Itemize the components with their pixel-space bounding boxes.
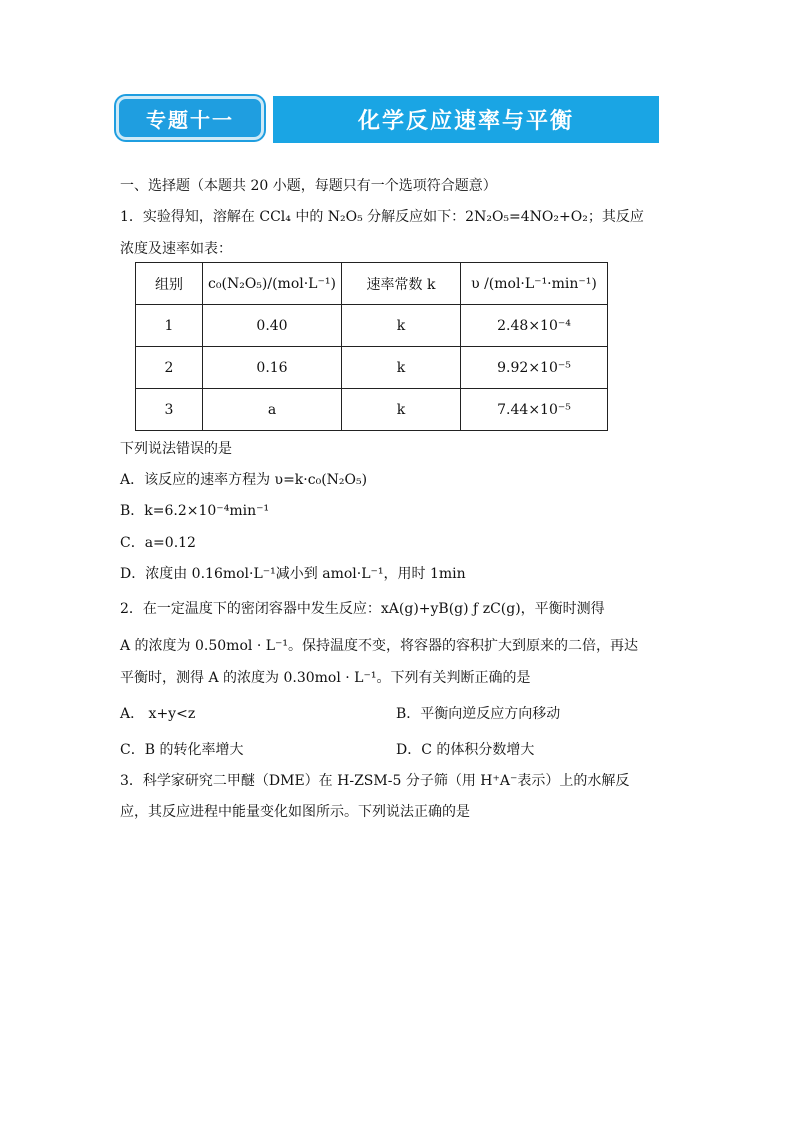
q1-stem-line1: 1．实验得知，溶解在 CCl₄ 中的 N₂O₅ 分解反应如下：2N₂O₅=4NO₂+O₂；其反应: [120, 209, 644, 225]
q2-stem-line2: A 的浓度为 0.50mol · L⁻¹。保持温度不变，将容器的容积扩大到原来的二倍，再达: [120, 638, 639, 654]
q2-stem-line3: 平衡时，测得 A 的浓度为 0.30mol · L⁻¹。下列有关判断正确的是: [120, 670, 531, 686]
q2-option-a[interactable]: A． x+y<z: [120, 706, 196, 722]
table-header-cell: υ /(mol·L⁻¹·min⁻¹): [461, 263, 608, 305]
table-header-cell: 组别: [136, 263, 203, 305]
table-cell: 2: [136, 347, 203, 389]
table-cell: k: [342, 347, 461, 389]
table-row: [136, 347, 608, 389]
q1-stem-line2: 浓度及速率如表：: [120, 241, 232, 257]
table-cell: a: [203, 389, 342, 431]
section-heading: 一、选择题（本题共 20 小题，每题只有一个选项符合题意）: [120, 178, 497, 194]
q1-option-b[interactable]: B．k=6.2×10⁻⁴min⁻¹: [120, 503, 270, 519]
q2-option-d[interactable]: D．C 的体积分数增大: [396, 742, 535, 758]
topic-tag: 专题十一: [116, 96, 264, 140]
table-cell: 2.48×10⁻⁴: [461, 305, 608, 347]
q1-option-a[interactable]: A．该反应的速率方程为 υ=k·c₀(N₂O₅): [120, 472, 368, 488]
q1-option-c[interactable]: C．a=0.12: [120, 535, 196, 551]
table-cell: k: [342, 389, 461, 431]
table-cell: 0.16: [203, 347, 342, 389]
table-row: [136, 305, 608, 347]
table-cell: 3: [136, 389, 203, 431]
table-cell: 0.40: [203, 305, 342, 347]
q1-prompt: 下列说法错误的是: [120, 441, 232, 457]
q3-stem-line1: 3．科学家研究二甲醚（DME）在 H-ZSM-5 分子筛（用 H⁺A⁻表示）上的水解反: [120, 773, 630, 789]
table-cell: 1: [136, 305, 203, 347]
q1-option-d[interactable]: D．浓度由 0.16mol·L⁻¹减小到 amol·L⁻¹，用时 1min: [120, 566, 466, 582]
table-cell: 9.92×10⁻⁵: [461, 347, 608, 389]
q2-options-row1: [120, 703, 680, 725]
table-header-cell: 速率常数 k: [342, 263, 461, 305]
q2-options-row2: [120, 739, 680, 761]
table-row: [136, 389, 608, 431]
rate-table: [135, 262, 608, 431]
page-title: 化学反应速率与平衡: [273, 96, 659, 143]
table-cell: 7.44×10⁻⁵: [461, 389, 608, 431]
table-header-cell: c₀(N₂O₅)/(mol·L⁻¹): [203, 263, 342, 305]
table-cell: k: [342, 305, 461, 347]
q2-option-b[interactable]: B．平衡向逆反应方向移动: [396, 706, 561, 722]
q2-stem-line1: 2．在一定温度下的密闭容器中发生反应：xA(g)+yB(g) ƒ zC(g)，平衡时测得: [120, 601, 605, 617]
table-header-row: [136, 263, 608, 305]
q3-stem-line2: 应，其反应进程中能量变化如图所示。下列说法正确的是: [120, 804, 470, 820]
q2-option-c[interactable]: C．B 的转化率增大: [120, 742, 244, 758]
